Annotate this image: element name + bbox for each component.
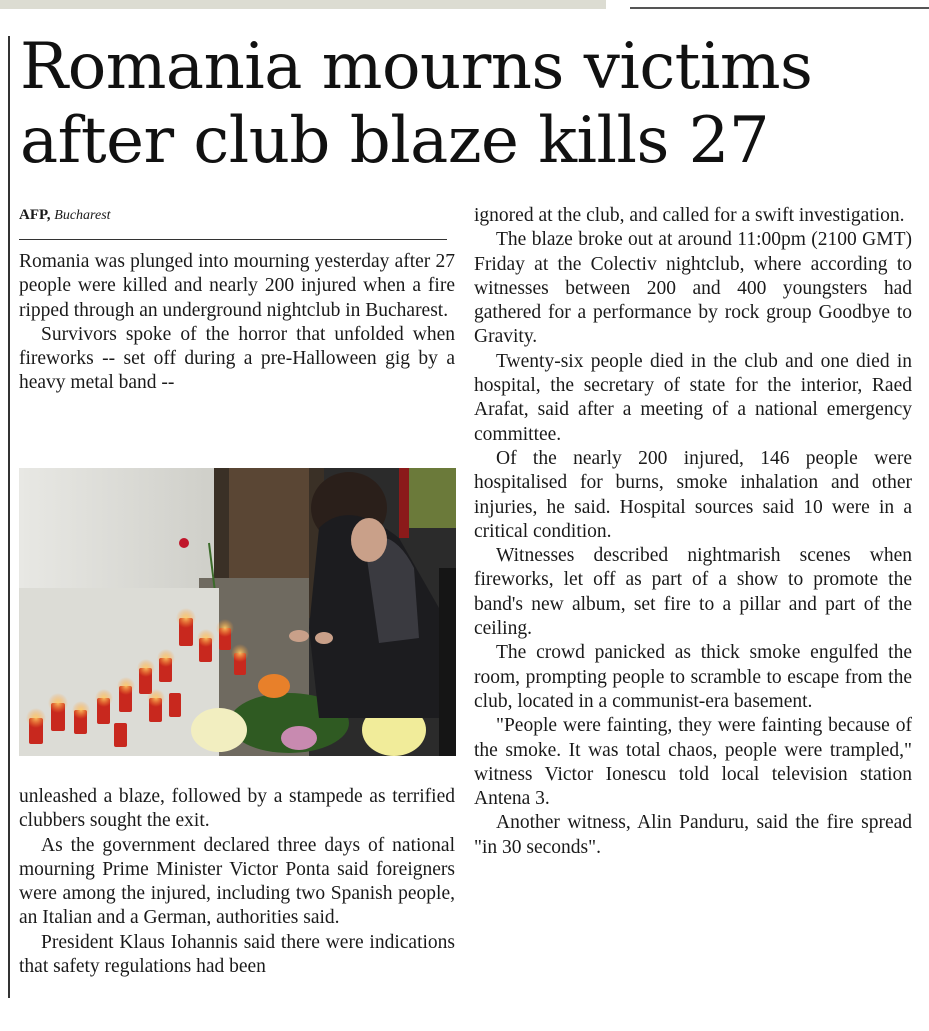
paragraph: President Klaus Iohannis said there were indications that safety regulations had been [19, 931, 455, 978]
byline-location: Bucharest [54, 208, 111, 223]
paragraph: Romania was plunged into mourning yesterday after 27 people were killed and nearly 200 injured when a fire ripped through an underground nightclub in Bucharest. [19, 251, 455, 321]
column-rule [8, 36, 10, 998]
headline-line-2: after club blaze kills 27 [20, 104, 770, 178]
paragraph: unleashed a blaze, followed by a stampede as terrified clubbers sought the exit. [19, 786, 455, 832]
article-column-right [474, 204, 912, 860]
headline-line-1: Romania mourns victims [20, 30, 813, 104]
article-column-left-bottom [19, 785, 455, 979]
byline-agency: AFP, [19, 207, 51, 223]
byline-divider [19, 239, 447, 240]
paragraph: "People were fainting, they were fainting because of the smoke. It was total chaos, people were trampled," witness Victor Ionescu told local television station Antena 3. [474, 715, 912, 810]
article-column-left-top [19, 250, 455, 396]
headline [20, 30, 920, 178]
top-bar [0, 0, 606, 9]
article-photo [19, 468, 456, 756]
paragraph: Of the nearly 200 injured, 146 people were hospitalised for burns, smoke inhalation and other injuries, he said. Hospital sources said 10 were in a critical condition. [474, 447, 912, 542]
paragraph: Twenty-six people died in the club and one died in hospital, the secretary of state for the interior, Raed Arafat, said after a meeting of a national emergency committee. [474, 350, 912, 445]
paragraph: As the government declared three days of national mourning Prime Minister Victor Ponta said foreigners were among the injured, including two Spanish people, an Italian and a German, authorities said. [19, 834, 455, 929]
paragraph: Survivors spoke of the horror that unfolded when fireworks -- set off during a pre-Halloween gig by a heavy metal band -- [19, 323, 455, 394]
paragraph: The crowd panicked as thick smoke engulfed the room, prompting people to scramble to escape from the club, located in a communist-era basement. [474, 642, 912, 712]
paragraph: ignored at the club, and called for a swift investigation. [474, 205, 905, 226]
memorial-candles-photo [19, 468, 456, 756]
paragraph: Witnesses described nightmarish scenes when fireworks, let off as part of a show to promote the band's new album, set fire to a pillar and part of the ceiling. [474, 545, 912, 640]
byline [19, 207, 111, 224]
paragraph: The blaze broke out at around 11:00pm (2100 GMT) Friday at the Colectiv nightclub, where according to witnesses between 200 and 400 youngsters had gathered for a performance by rock group Goodbye to Gravity. [474, 229, 912, 348]
top-rule [630, 7, 929, 9]
paragraph: Another witness, Alin Panduru, said the fire spread "in 30 seconds". [474, 812, 912, 858]
